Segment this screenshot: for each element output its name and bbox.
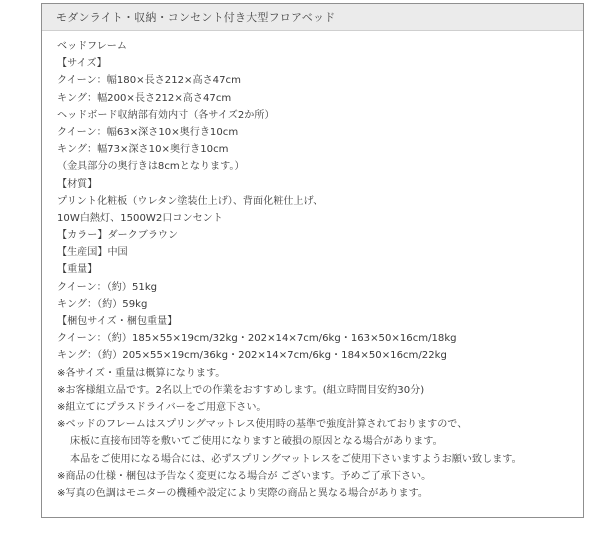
material-line-2: 10W白熱灯、1500W2口コンセント <box>57 212 223 224</box>
note-mattress-request: 本品をご使用になる場合には、必ずスプリングマットレスをご使用下さいますようお願い致します。 <box>70 453 522 465</box>
product-title: モダンライト・収納・コンセント付き大型フロアベッド <box>56 11 336 24</box>
package-king: キング：（約）205×55×19cm/36kg・202×14×7cm/6kg・184×50×16cm/22kg <box>57 350 447 362</box>
size-heading: 【サイズ】 <box>57 58 107 70</box>
size-queen: クイーン：幅180×長さ212×高さ47cm <box>57 75 241 87</box>
headboard-storage-heading: ヘッドボード収納部有効内寸（各サイズ2か所） <box>57 109 275 121</box>
notes-list <box>57 365 577 503</box>
spec-list <box>57 38 577 365</box>
material-heading: 【材質】 <box>57 178 98 190</box>
headboard-storage-note: （金具部分の奥行きは8cmとなります。） <box>57 161 245 173</box>
frame-label: ベッドフレーム <box>57 41 127 52</box>
note-screwdriver: ※組立てにプラスドライバーをご用意下さい。 <box>57 401 267 413</box>
note-futon-warning: 床板に直接布団等を敷いてご使用になりますと破損の原因となる場合があります。 <box>70 436 443 448</box>
note-spec-change: ※商品の仕様・梱包は予告なく変更になる場合が ございます。予めご了承下さい。 <box>57 470 432 482</box>
weight-king: キング：（約）59kg <box>57 298 148 310</box>
spec-panel <box>41 3 584 518</box>
note-photo-color: ※写真の色調はモニターの機種や設定により実際の商品と異なる場合があります。 <box>57 487 429 499</box>
note-spring-mattress: ※ベッドのフレームはスプリングマットレス使用時の基準で強度計算されておりますので、 <box>57 419 468 431</box>
weight-heading: 【重量】 <box>57 264 98 276</box>
spec-body <box>57 38 577 502</box>
origin-line: 【生産国】中国 <box>57 247 128 259</box>
package-heading: 【梱包サイズ・梱包重量】 <box>57 316 178 327</box>
size-king: キング：幅200×長さ212×高さ47cm <box>57 92 232 104</box>
note-assembly: ※お客様組立品です。2名以上での作業をおすすめします。(組立時間目安約30分) <box>57 384 425 396</box>
material-line-1: プリント化粧板（ウレタン塗装仕上げ）、背面化粧仕上げ、 <box>57 195 324 207</box>
color-line: 【カラー】ダークブラウン <box>57 230 179 242</box>
package-queen: クイーン：（約）185×55×19cm/32kg・202×14×7cm/6kg・163×50×16cm/18kg <box>57 333 457 345</box>
headboard-storage-king: キング：幅73×深さ10×奥行き10cm <box>57 144 229 156</box>
spec-header <box>42 4 583 31</box>
weight-queen: クイーン：（約）51kg <box>57 281 158 293</box>
headboard-storage-queen: クイーン：幅63×深さ10×奥行き10cm <box>57 126 239 138</box>
note-approx: ※各サイズ・重量は概算になります。 <box>57 367 226 379</box>
